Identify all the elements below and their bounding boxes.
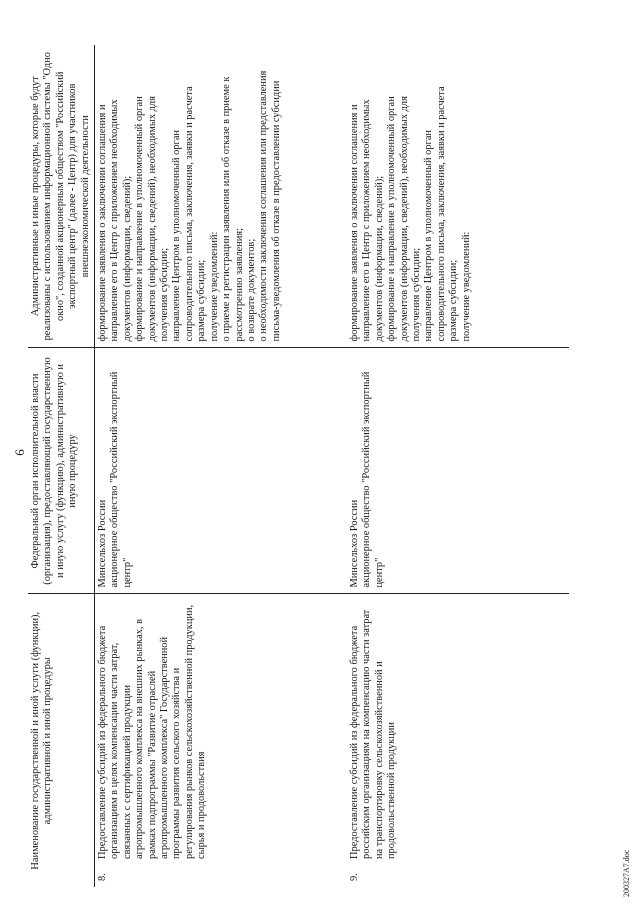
procedure-item: о необходимости заключения соглашения или представления письма-уведомления об отказе в предоставлении субсидии [258,70,282,342]
service-name: Предоставление субсидий из федерального бюджета организациям в целях компенсации части затрат, связанных с сертификацией продукции агропромышленного комплекса на внешних рынках, в рамках подпрограммы "Развитие отраслей агропромышленного комплекса" Государственной программы развития сельского хозяйства и регулирования рынков сельскохозяйственной продукции, сырья и продовольствия [97,604,208,859]
procedure-item: получение уведомлений: [208,231,220,342]
table-row [347,45,569,887]
procedure-item: формирование заявления о заключении соглашения и направление его в Центр с приложением необходимых документов (информации, сведений); [349,99,385,342]
procedure-item: о возврате документов; [245,238,257,342]
procedures-cell [347,45,569,348]
header-federal-organ: Федеральный орган исполнительной власти (организация), предоставляющий государственную и иную услугу (функцию), административную и иную процедуру [28,348,95,594]
page-number: 6 [12,449,27,456]
organ-export-center: акционерное общество "Российский экспортный центр" [361,371,385,588]
service-name: Предоставление субсидий из федерального бюджета российским организациям на компенсацию части затрат на транспортировку сельскохозяйственной и продовольственной продукции [349,609,398,859]
procedure-item: направление Центром в уполномоченный орган сопроводительного письма, заключения, заявки и расчета размера субсидии; [423,86,460,342]
organ-cell [95,348,348,594]
table-row [95,45,348,887]
header-service-name: Наименование государственной и иной услуги (функции), административной и иной процедуры [28,594,95,887]
procedures-table [28,45,569,887]
row-number: 9. [349,873,361,881]
procedure-item: формирование заявления о заключении соглашения и направление его в Центр с приложением необходимых документов (информации, сведений); [97,99,133,342]
organ-ministry: Минсельхоз России [349,499,361,588]
service-name-cell [95,594,348,887]
procedure-item: направление Центром в уполномоченный орган сопроводительного письма, заключения, заявки и расчета размера субсидии; [171,86,208,342]
procedure-item: получение уведомлений: [460,231,472,342]
procedure-item: формирование и направление в уполномоченный орган документов (информации, сведений), необходимых для получения субсидии; [134,96,171,342]
organ-cell [347,348,569,594]
organ-ministry: Минсельхоз России [97,499,109,588]
document-code: 200327A7.doc [622,849,631,897]
service-name-cell [347,594,569,887]
row-number: 8. [97,873,109,881]
procedure-item: о приеме и регистрации заявления или об отказе в приеме к рассмотрению заявления; [221,76,245,342]
organ-export-center: акционерное общество "Российский экспортный центр" [109,371,133,588]
header-procedures: Административные и иные процедуры, которые будут реализованы с использованием информационной системы "Одно окно", созданной акционерным обществом "Российский экспортный центр" (далее - Центр) для участников внешнеэкономической деятельности [28,45,95,348]
procedure-item: формирование и направление в уполномоченный орган документов (информации, сведений), необходимых для получения субсидии; [386,96,423,342]
table-header-row [28,45,95,887]
procedures-cell [95,45,348,348]
